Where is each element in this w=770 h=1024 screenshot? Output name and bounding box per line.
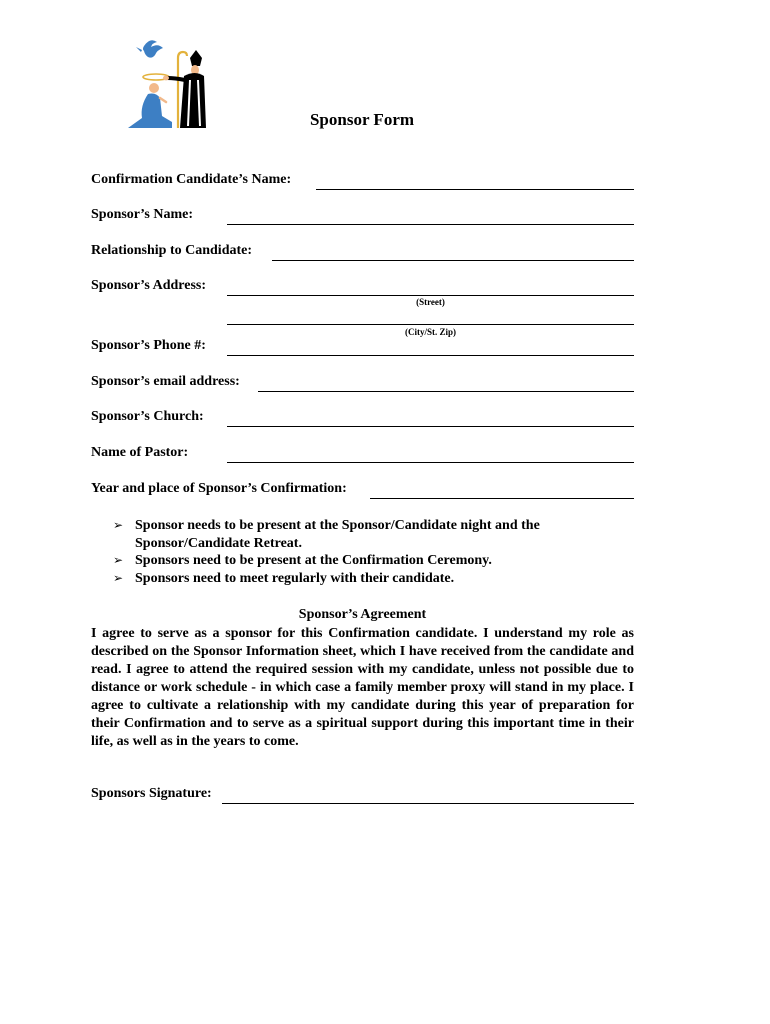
confirmation-label: Year and place of Sponsor’s Confirmation: [91, 481, 347, 496]
relationship-line[interactable] [272, 260, 634, 261]
phone-label: Sponsor’s Phone #: [91, 338, 206, 353]
street-caption: (Street) [416, 297, 445, 307]
email-label: Sponsor’s email address: [91, 374, 240, 389]
confirmation-row [91, 479, 634, 499]
pastor-label: Name of Pastor: [91, 445, 189, 460]
sponsor-name-line[interactable] [227, 224, 634, 225]
phone-row [91, 336, 634, 356]
city-caption: (City/St. Zip) [404, 327, 456, 337]
email-row [91, 372, 634, 392]
confirmation-line[interactable] [370, 498, 634, 499]
city-row [91, 305, 634, 325]
signature-label: Sponsors Signature: [91, 786, 212, 801]
list-item [113, 552, 633, 570]
arrow-bullet-icon: ➢ [113, 553, 124, 567]
candidate-name-line[interactable] [316, 189, 634, 190]
bullet-text: Sponsors need to be present at the Confirmation Ceremony. [135, 553, 492, 568]
email-line[interactable] [258, 391, 634, 392]
arrow-bullet-icon: ➢ [113, 518, 124, 532]
city-state-zip-line[interactable] [227, 324, 634, 325]
list-item [113, 570, 633, 588]
requirements-list [113, 517, 633, 587]
pastor-row [91, 443, 634, 463]
sponsor-name-label: Sponsor’s Name: [91, 207, 194, 222]
form-title: Sponsor Form [309, 110, 415, 129]
agreement-text: I agree to serve as a sponsor for this Confirmation candidate. I understand my role as described on the Sponsor Information sheet, which I have received from the candidate and read. I agree to attend the required session with my candidate, unless not possible due to distance or work schedule - in which case a family member proxy will stand in my place. I agree to cultivate a relationship with my candidate during this year of preparation for their Confirmation and to serve as a spiritual support during this important time in their life, as well as in the years to come. [91, 626, 634, 749]
phone-line[interactable] [227, 355, 634, 356]
church-line[interactable] [227, 426, 634, 427]
candidate-name-label: Confirmation Candidate’s Name: [91, 172, 292, 187]
bullet-text: Sponsor needs to be present at the Sponsor/Candidate night and the Sponsor/Candidate Retreat. [135, 518, 540, 551]
pastor-line[interactable] [227, 462, 634, 463]
bullet-text: Sponsors need to meet regularly with their candidate. [135, 570, 455, 586]
candidate-name-row [91, 170, 634, 190]
address-row [91, 276, 634, 296]
church-row [91, 407, 634, 427]
arrow-bullet-icon: ➢ [113, 570, 124, 585]
relationship-row [91, 241, 634, 261]
signature-row [91, 784, 634, 804]
church-label: Sponsor’s Church: [91, 409, 204, 424]
list-item [113, 517, 633, 552]
sponsor-name-row [91, 205, 634, 225]
street-line[interactable] [227, 295, 634, 296]
relationship-label: Relationship to Candidate: [91, 243, 253, 258]
signature-line[interactable] [222, 803, 634, 804]
address-label: Sponsor’s Address: [91, 278, 207, 293]
agreement-title: Sponsor’s Agreement [298, 607, 427, 622]
